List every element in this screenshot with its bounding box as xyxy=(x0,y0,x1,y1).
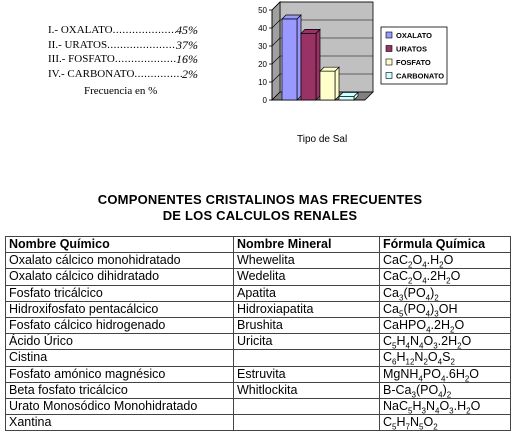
cell-formula: $Ca_3(PO_4)_2$ xyxy=(380,285,511,301)
chart-legend-label: URATOS xyxy=(396,44,427,54)
components-table xyxy=(5,236,511,431)
table-row xyxy=(6,253,511,269)
chart-y-tick-label: 50 xyxy=(258,6,267,15)
header-nombre-mineral: Nombre Mineral xyxy=(234,237,380,253)
document-title xyxy=(0,192,520,224)
chart-legend-swatch xyxy=(386,59,392,65)
chart-side-wall xyxy=(272,2,280,100)
frequency-item-value: 37% xyxy=(176,37,198,52)
table-row xyxy=(6,334,511,350)
cell-formula: $CaC_2O_4.H_2O$ xyxy=(380,253,511,269)
cell-formula: $CaC_2O_4.2H_2O$ xyxy=(380,269,511,285)
chart-legend-label: CARBONATO xyxy=(396,71,445,81)
cell-mineral: Estruvita xyxy=(234,366,380,382)
cell-mineral: Whitlockita xyxy=(234,382,380,398)
cell-quimico: Fosfato amónico magnésico xyxy=(6,366,234,382)
table-row xyxy=(6,350,511,366)
chart-legend-swatch xyxy=(386,46,392,52)
chart-y-tick-label: 40 xyxy=(258,24,267,33)
frequency-item-label: III.- FOSFATO xyxy=(48,53,115,65)
cell-quimico: Oxalato cálcico monohidratado xyxy=(6,253,234,269)
frequency-item-label: I.- OXALATO xyxy=(48,24,113,36)
frequency-item-label: II.- URATOS xyxy=(48,38,108,51)
cell-quimico: Beta fosfato tricálcico xyxy=(6,382,234,398)
title-line-2: DE LOS CALCULOS RENALES xyxy=(162,208,358,223)
table-row xyxy=(6,318,511,334)
cell-mineral: Wedelita xyxy=(234,269,380,285)
cell-formula: $C_6H_{12}N_2O_4S_2$ xyxy=(380,350,511,366)
cell-quimico: Ácido Úrico xyxy=(6,334,234,350)
header-formula-quimica: Fórmula Química xyxy=(380,237,511,253)
cell-formula: $Ca_5(PO_4)_3OH$ xyxy=(380,301,511,317)
frequency-item-value: 16% xyxy=(176,52,198,66)
cell-formula: $C_5H_4N_4O_3.2H_2O$ xyxy=(380,334,511,350)
table-row xyxy=(6,301,511,317)
chart-legend-label: OXALATO xyxy=(396,31,432,40)
frequency-item-value: 2% xyxy=(182,66,198,81)
chart-x-axis-label: Tipo de Sal xyxy=(297,134,348,145)
chart-y-tick-label: 30 xyxy=(258,42,267,51)
cell-mineral xyxy=(234,350,380,366)
table-row xyxy=(6,285,511,301)
frequency-item-value: 45% xyxy=(176,23,198,37)
cell-formula: $C_5H_7N_5O_2$ xyxy=(380,415,511,431)
cell-quimico: Hidroxifosfato pentacálcico xyxy=(6,301,234,317)
bar-chart xyxy=(0,0,520,160)
cell-formula: $NaC_5H_3N_4O_3.H_2O$ xyxy=(380,399,511,415)
cell-mineral: Uricita xyxy=(234,334,380,350)
chart-bar xyxy=(282,15,301,100)
chart-legend-swatch xyxy=(386,73,392,79)
cell-quimico: Fosfato tricálcico xyxy=(6,285,234,301)
chart-y-tick-label: 10 xyxy=(258,78,267,87)
cell-mineral: Brushita xyxy=(234,318,380,334)
frequency-caption: Frecuencia en % xyxy=(84,85,158,97)
chart-bar xyxy=(339,92,358,100)
cell-quimico: Fosfato cálcico hidrogenado xyxy=(6,318,234,334)
cell-quimico: Urato Monosódico Monohidratado xyxy=(6,399,234,415)
chart-bar xyxy=(301,29,320,100)
table-row xyxy=(6,399,511,415)
table-row xyxy=(6,382,511,398)
cell-formula: $MgNH_4PO_4.6H_2O$ xyxy=(380,366,511,382)
cell-mineral: Whewelita xyxy=(234,253,380,269)
cell-quimico: Cistina xyxy=(6,350,234,366)
cell-mineral xyxy=(234,399,380,415)
frequency-item-label: IV.- CARBONATO xyxy=(48,67,135,80)
header-nombre-quimico: Nombre Químico xyxy=(6,237,234,253)
chart-bar xyxy=(320,67,339,100)
cell-formula: $B-Ca_3(PO_4)_2$ xyxy=(380,382,511,398)
chart-legend-label: FOSFATO xyxy=(396,58,431,67)
cell-mineral xyxy=(234,415,380,431)
table-row xyxy=(6,415,511,431)
cell-quimico: Xantina xyxy=(6,415,234,431)
table-row xyxy=(6,269,511,285)
table-header-row xyxy=(6,237,511,253)
table-row xyxy=(6,366,511,382)
cell-mineral: Apatita xyxy=(234,285,380,301)
cell-formula: $CaHPO_4.2H_2O$ xyxy=(380,318,511,334)
chart-y-tick-label: 20 xyxy=(258,60,267,69)
chart-legend-swatch xyxy=(386,32,392,38)
cell-quimico: Oxalato cálcico dihidratado xyxy=(6,269,234,285)
chart-y-tick-label: 0 xyxy=(262,96,267,105)
cell-mineral: Hidroxiapatita xyxy=(234,301,380,317)
title-line-1: COMPONENTES CRISTALINOS MAS FRECUENTES xyxy=(97,192,423,207)
